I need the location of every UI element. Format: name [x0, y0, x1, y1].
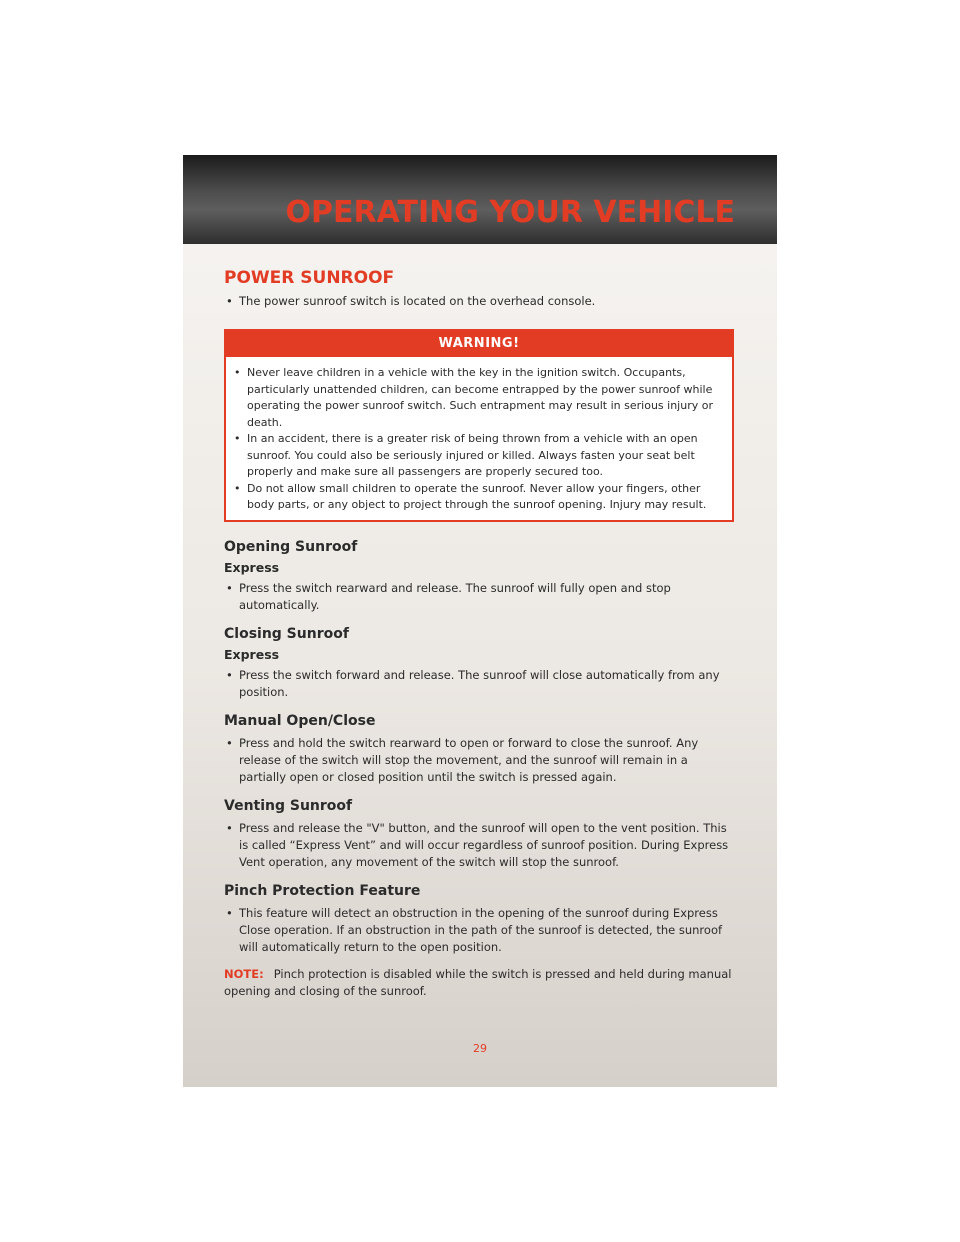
bullet-icon: •: [226, 580, 233, 595]
section-title: POWER SUNROOF: [224, 268, 395, 288]
manual-page: [183, 155, 777, 1087]
pinch-heading: Pinch Protection Feature: [224, 882, 421, 899]
page-content: [224, 267, 736, 1000]
venting-text: Press and release the "V" button, and the sunroof will open to the vent position. This is called “Express Vent” and will occur regardless of sunroof position. During Express Vent operation, any movement of the switch will stop the sunroof.: [239, 820, 729, 869]
opening-list: [224, 580, 736, 614]
intro-item: [224, 293, 736, 310]
bullet-icon: •: [226, 820, 233, 835]
warning-title: WARNING!: [226, 331, 732, 357]
pinch-list: [224, 905, 736, 956]
warning-item: [232, 365, 724, 431]
note-paragraph: [224, 966, 736, 1000]
bullet-icon: •: [234, 481, 241, 495]
warning-item: [232, 431, 724, 481]
warning-text: In an accident, there is a greater risk of being thrown from a vehicle with an open sunroof. You could also be seriously injured or killed. Always fasten your seat belt properly and make sure all passengers are properly secured too.: [247, 432, 698, 478]
page-number: 29: [473, 1042, 487, 1055]
closing-item: [224, 667, 736, 701]
note-text: Pinch protection is disabled while the switch is pressed and held during manual opening and closing of the sunroof.: [224, 966, 732, 998]
bullet-icon: •: [234, 432, 241, 445]
manual-list: [224, 735, 736, 786]
venting-list: [224, 820, 736, 871]
venting-heading: Venting Sunroof: [224, 797, 353, 814]
venting-item: [224, 820, 736, 871]
closing-subheading: Express: [224, 646, 280, 662]
opening-text: Press the switch rearward and release. The sunroof will fully open and stop automatically.: [239, 580, 671, 612]
bullet-icon: •: [226, 905, 233, 920]
intro-list: [224, 293, 736, 310]
bullet-icon: •: [234, 366, 241, 379]
closing-heading: Closing Sunroof: [224, 625, 349, 642]
bullet-icon: •: [226, 294, 233, 308]
opening-heading: Opening Sunroof: [224, 538, 358, 555]
bullet-icon: •: [226, 667, 233, 682]
note-label: NOTE:: [224, 966, 264, 981]
warning-list: [226, 357, 732, 520]
opening-subheading: Express: [224, 559, 280, 575]
opening-item: [224, 580, 736, 614]
bullet-icon: •: [226, 735, 233, 750]
pinch-text: This feature will detect an obstruction in the opening of the sunroof during Express Close operation. If an obstruction in the path of the sunroof is detected, the sunroof will automatically return to the open position.: [239, 905, 723, 954]
intro-text: The power sunroof switch is located on the overhead console.: [239, 294, 596, 308]
closing-list: [224, 667, 736, 701]
pinch-item: [224, 905, 736, 956]
page-header: [183, 155, 777, 244]
manual-heading: Manual Open/Close: [224, 712, 376, 729]
warning-text: Do not allow small children to operate the sunroof. Never allow your fingers, other body parts, or any object to project through the sunroof opening. Injury may result.: [247, 481, 707, 511]
manual-item: [224, 735, 736, 786]
warning-text: Never leave children in a vehicle with the key in the ignition switch. Occupants, particularly unattended children, can become entrapped by the power sunroof while operating the power sunroof switch. Such entrapment may result in serious injury or death.: [247, 366, 713, 429]
header-title: OPERATING YOUR VEHICLE: [285, 195, 735, 230]
warning-box: [224, 329, 734, 522]
closing-text: Press the switch forward and release. The sunroof will close automatically from any position.: [239, 667, 720, 699]
warning-item: [232, 481, 724, 514]
manual-text: Press and hold the switch rearward to open or forward to close the sunroof. Any release of the switch will stop the movement, and the sunroof will remain in a partially open or closed position until the switch is pressed again.: [239, 735, 699, 784]
